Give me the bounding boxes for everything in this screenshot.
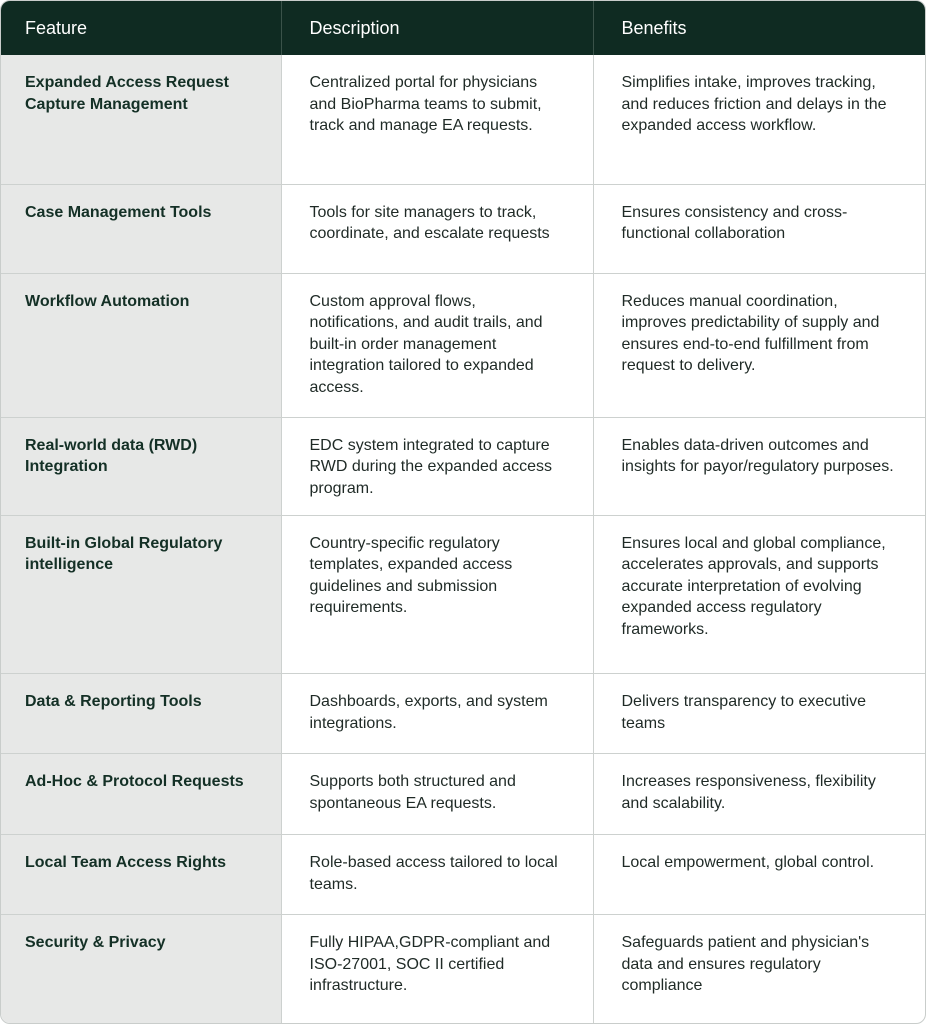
description-cell: Dashboards, exports, and system integrations. <box>281 674 593 754</box>
header-feature: Feature <box>1 1 281 55</box>
header-benefits: Benefits <box>593 1 925 55</box>
header-description: Description <box>281 1 593 55</box>
table-row <box>1 674 925 754</box>
feature-cell: Ad-Hoc & Protocol Requests <box>1 754 281 835</box>
table-row <box>1 915 925 1023</box>
table-row <box>1 835 925 915</box>
description-cell: Fully HIPAA,GDPR-compliant and ISO-27001, SOC II certified infrastructure. <box>281 915 593 1023</box>
description-cell: EDC system integrated to capture RWD during the expanded access program. <box>281 417 593 515</box>
description-cell: Custom approval flows, notifications, and audit trails, and built-in order management integration tailored to expanded access. <box>281 273 593 417</box>
table-row <box>1 515 925 673</box>
feature-table <box>1 1 925 1023</box>
feature-cell: Real-world data (RWD) Integration <box>1 417 281 515</box>
table-row <box>1 754 925 835</box>
benefits-cell: Enables data-driven outcomes and insights for payor/regulatory purposes. <box>593 417 925 515</box>
description-cell: Supports both structured and spontaneous EA requests. <box>281 754 593 835</box>
description-cell: Centralized portal for physicians and BioPharma teams to submit, track and manage EA requests. <box>281 55 593 184</box>
feature-cell: Security & Privacy <box>1 915 281 1023</box>
benefits-cell: Simplifies intake, improves tracking, and reduces friction and delays in the expanded access workflow. <box>621 74 887 134</box>
benefits-cell: Local empowerment, global control. <box>593 835 925 915</box>
feature-cell: Workflow Automation <box>1 273 281 417</box>
table-row <box>1 417 925 515</box>
benefits-cell: Increases responsiveness, flexibility and scalability. <box>593 754 925 835</box>
header-row <box>1 1 925 55</box>
description-cell: Country-specific regulatory templates, expanded access guidelines and submission requirements. <box>281 515 593 673</box>
table-header <box>1 1 925 55</box>
benefits-cell: Delivers transparency to executive teams <box>593 674 925 754</box>
table-row <box>1 273 925 417</box>
benefits-cell: Ensures local and global compliance, accelerates approvals, and supports accurate interpretation of evolving expanded access regulatory frameworks. <box>593 515 925 673</box>
table-body <box>1 55 925 1023</box>
feature-cell: Expanded Access Request Capture Management <box>1 55 281 184</box>
benefits-cell: Reduces manual coordination, improves predictability of supply and ensures end-to-end fulfillment from request to delivery. <box>593 273 925 417</box>
table-row <box>1 184 925 273</box>
description-cell: Tools for site managers to track, coordinate, and escalate requests <box>281 184 593 273</box>
table-row <box>1 55 925 184</box>
feature-cell: Built-in Global Regulatory intelligence <box>1 515 281 673</box>
benefits-cell: Safeguards patient and physician's data and ensures regulatory compliance <box>593 915 925 1023</box>
feature-cell: Data & Reporting Tools <box>1 674 281 754</box>
feature-cell: Case Management Tools <box>1 184 281 273</box>
description-cell: Role-based access tailored to local teams. <box>281 835 593 915</box>
feature-cell: Local Team Access Rights <box>1 835 281 915</box>
benefits-cell: Ensures consistency and cross-functional collaboration <box>593 184 925 273</box>
